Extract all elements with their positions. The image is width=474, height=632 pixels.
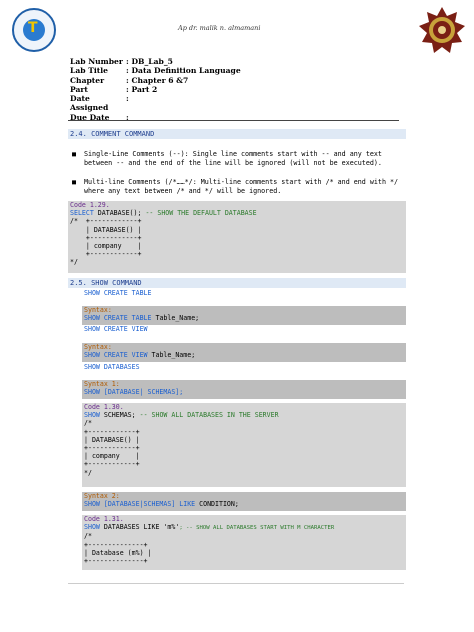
code-line: | DATABASE() | — [70, 225, 142, 234]
university-logo — [12, 8, 56, 52]
code-block-1-30 — [82, 403, 406, 487]
code-text: Table_Name; — [151, 314, 200, 323]
code-line: +------------+ — [84, 427, 140, 436]
code-line: /* +------------+ — [70, 217, 142, 226]
meta-label: Date Assigned — [70, 94, 109, 113]
meta-value: : — [126, 112, 129, 122]
date-assigned-row — [70, 94, 241, 113]
meta-value: : Chapter 6 &7 — [126, 75, 189, 85]
syntax-block-create-view — [82, 343, 406, 362]
footer-divider — [68, 583, 404, 584]
code-block-1-29 — [68, 201, 406, 273]
code-comment: -- SHOW THE DEFAULT DATABASE — [141, 209, 257, 218]
code-line: | company | — [84, 452, 140, 461]
code-comment: -- SHOW ALL DATABASES IN THE SERVER — [135, 411, 279, 420]
meta-value: : — [126, 94, 129, 104]
code-keyword: SHOW CREATE TABLE — [84, 314, 152, 323]
code-text: DATABASE(); — [93, 209, 142, 218]
code-block-1-31 — [82, 515, 406, 570]
code-text: CONDITION; — [195, 500, 239, 509]
code-text: Table_Name; — [147, 351, 196, 360]
meta-label: Lab Number — [70, 57, 123, 66]
subheading-show-create-table: SHOW CREATE TABLE — [84, 289, 152, 297]
meta-value: : Data Definition Language — [126, 66, 241, 76]
code-line: /* — [84, 532, 92, 541]
lab-number-row — [70, 57, 241, 66]
code-line: /* — [84, 419, 92, 428]
meta-value: : Part 2 — [126, 84, 158, 94]
bullet-text: Single-Line Comments (--): Single line comments start with -- and any text between -- and the end of the line will be ignored (will not be executed). — [84, 150, 382, 167]
code-line: | company | — [70, 242, 142, 251]
author-signature: Ap dr. malik n. almamani — [178, 24, 261, 32]
bullet-multi-line — [72, 178, 406, 195]
code-string: 'm%' — [163, 523, 180, 532]
code-line: +------------+ — [70, 233, 142, 242]
code-line: +------------+ — [84, 460, 140, 469]
meta-label: Lab Title — [70, 66, 108, 76]
syntax-block-show-databases-1 — [82, 380, 406, 399]
subheading-show-databases: SHOW DATABASES — [84, 363, 140, 371]
meta-value: : DB_Lab_5 — [126, 57, 173, 66]
section-heading-show: 2.5. SHOW COMMAND — [68, 278, 406, 288]
code-keyword: SHOW [DATABASE|SCHEMAS] LIKE — [84, 500, 196, 509]
code-keyword: SHOW — [84, 411, 100, 420]
code-label: Code 1.30. — [84, 403, 124, 411]
meta-label: Chapter — [70, 75, 105, 85]
part-row — [70, 85, 241, 94]
header-divider — [68, 120, 399, 121]
bullet-text: Multi-line Comments (/*……*/: Multi-line comments start with /* and end with */ where any text between /* and */ will be ignored. — [84, 178, 399, 195]
lab-meta — [70, 57, 241, 122]
lab-title-row — [70, 66, 241, 75]
syntax-label: Syntax 1: — [84, 380, 120, 388]
faculty-seal-icon — [418, 6, 466, 54]
code-comment: ; -- SHOW ALL DATABASES START WITH M CHARACTER — [179, 525, 335, 532]
chapter-row — [70, 76, 241, 85]
meta-label: Part — [70, 84, 88, 94]
bullet-icon: ■ — [72, 178, 77, 186]
syntax-label: Syntax 2: — [84, 492, 120, 500]
code-keyword: SHOW [DATABASE| SCHEMAS]; — [84, 388, 184, 397]
code-line: */ — [70, 258, 78, 267]
syntax-block-show-databases-2 — [82, 492, 406, 511]
code-label: Code 1.29. — [70, 201, 110, 209]
code-line: +--------------+ — [84, 540, 148, 549]
syntax-block-create-table — [82, 306, 406, 325]
syntax-label: Syntax: — [84, 306, 112, 314]
code-label: Code 1.31. — [84, 515, 124, 523]
code-line: +--------------+ — [84, 557, 148, 566]
meta-label: Due Date — [70, 112, 110, 122]
code-text: SCHEMAS; — [99, 411, 136, 420]
code-keyword: SHOW — [84, 523, 100, 532]
code-keyword: SELECT — [70, 209, 94, 218]
code-line: +------------+ — [84, 444, 140, 453]
code-line: | DATABASE() | — [84, 435, 140, 444]
code-keyword: SHOW CREATE VIEW — [84, 351, 148, 360]
code-line: +------------+ — [70, 250, 142, 259]
logo-letter: T — [28, 20, 38, 36]
bullet-single-line — [72, 150, 406, 167]
bullet-icon: ■ — [72, 150, 77, 158]
code-line: | Database (m%) | — [84, 548, 152, 557]
section-heading-comment: 2.4. COMMENT COMMAND — [68, 129, 406, 139]
subheading-show-create-view: SHOW CREATE VIEW — [84, 325, 148, 333]
code-text: DATABASES LIKE — [99, 523, 164, 532]
code-line: */ — [84, 468, 92, 477]
syntax-label: Syntax: — [84, 343, 112, 351]
